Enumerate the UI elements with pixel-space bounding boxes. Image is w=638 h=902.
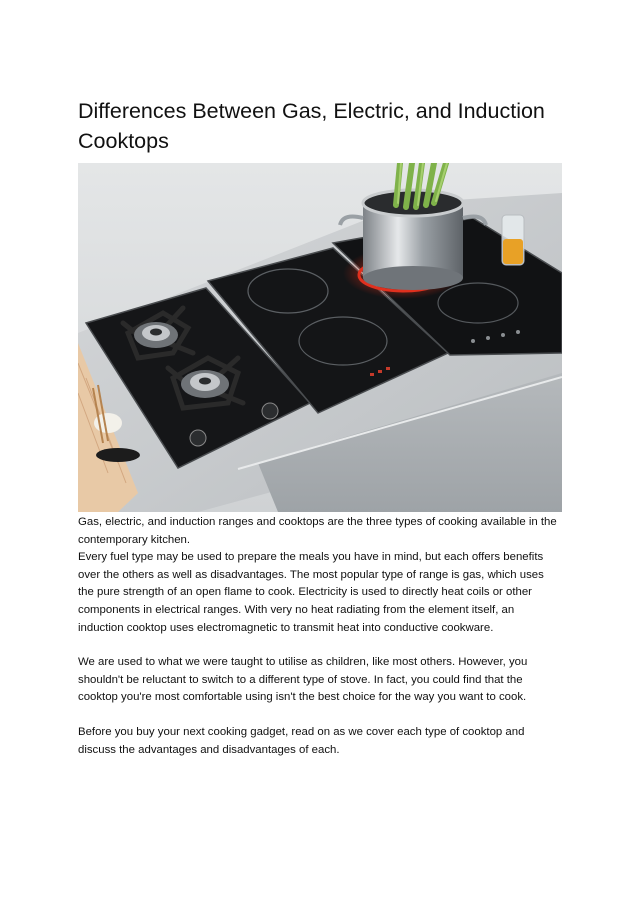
article-title: Differences Between Gas, Electric, and Induction Cooktops	[78, 99, 545, 153]
paragraph-3: Before you buy your next cooking gadget, read on as we cover each type of cooktop and discuss the advantages and disadvantages of each.	[78, 725, 525, 756]
article-body	[78, 514, 562, 776]
oil-glass	[502, 215, 524, 265]
paragraph-2: We are used to what we were taught to utilise as children, like most others. However, you shouldn't be reluctant to switch to a different type of stove. In fact, you could find that the cooktop you're most comfortable using isn't the best choice for the way you want to cook.	[78, 656, 528, 704]
cooktops-photo	[78, 163, 562, 512]
paragraph-1: Gas, electric, and induction ranges and cooktops are the three types of cooking available in the contemporary kitchen. Every fuel type may be used to prepare the meals you have in mind, but each offers benefits over the others as well as disadvantages. The most popular type of range is gas, which uses the pure strength of an open flame to cook. Electricity is used to directly heat coils or other components in electrical ranges. With very no heat radiating from the element itself, an induction cooktop uses electromagnetic to transmit heat into conductive cookware.	[78, 516, 557, 634]
